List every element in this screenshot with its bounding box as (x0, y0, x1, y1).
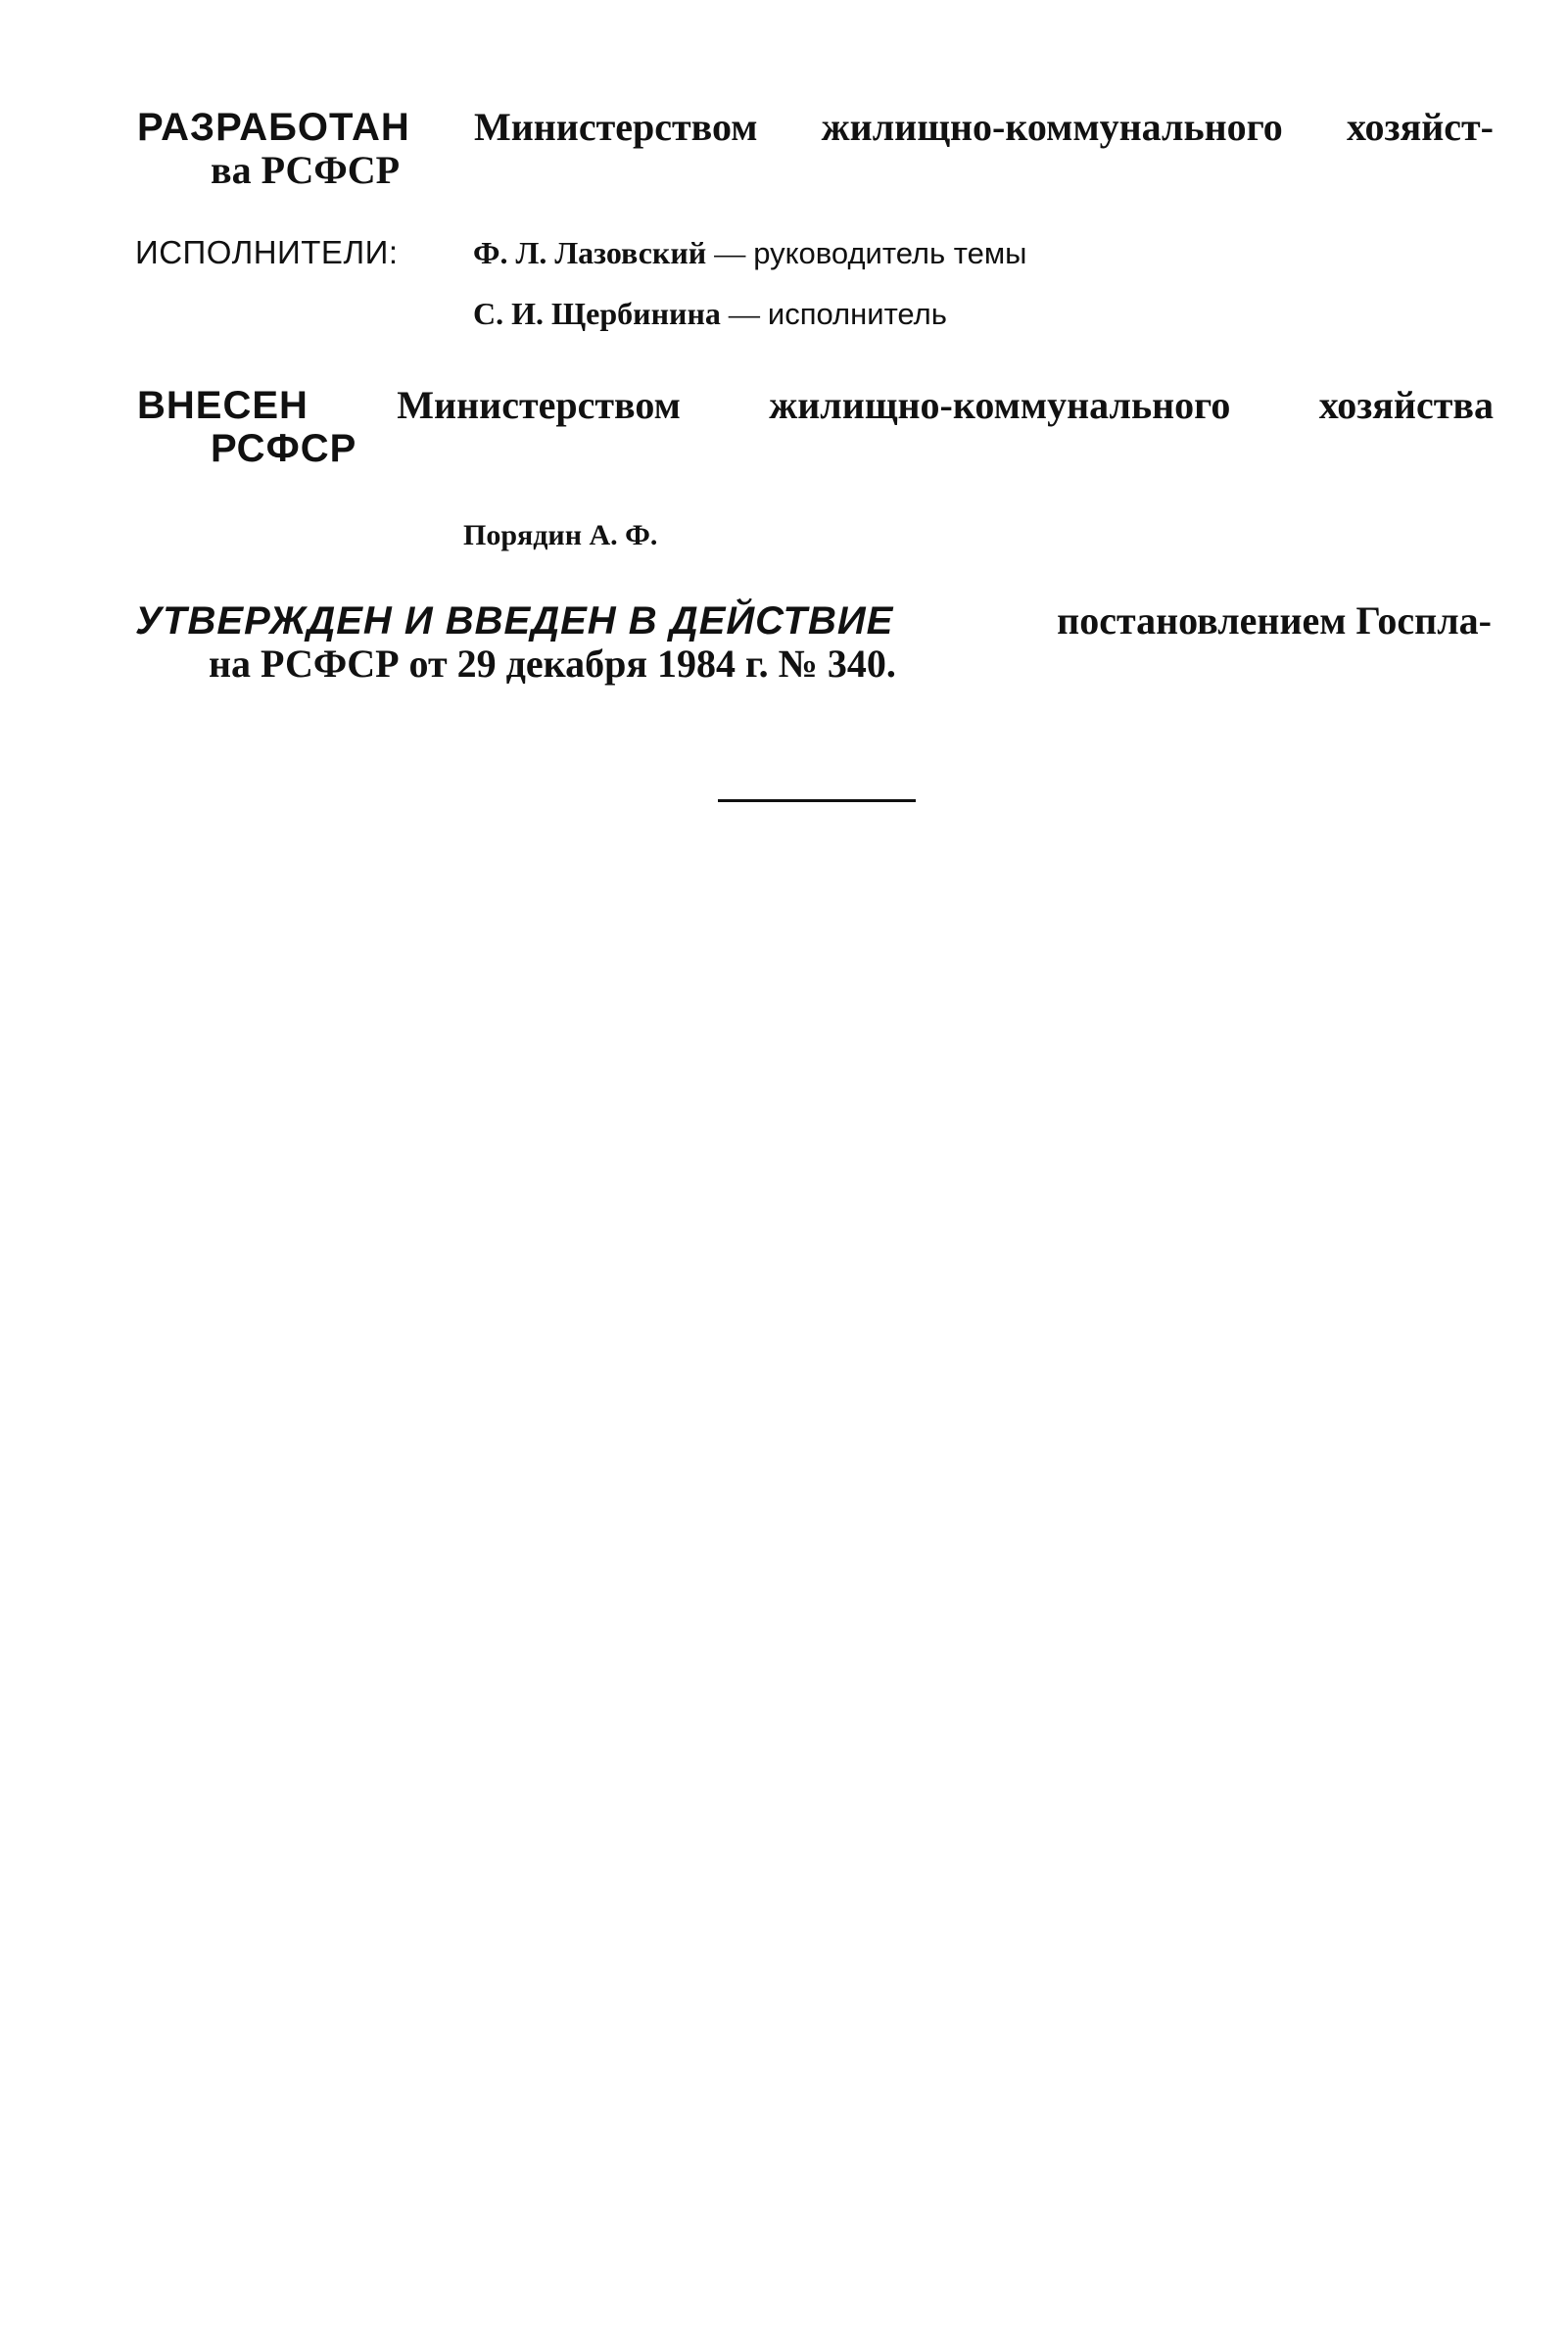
submitted-by-word: жилищно-коммунального (769, 383, 1231, 427)
developed-by-word: жилищно-коммунального (821, 105, 1283, 149)
executor-name: Ф. Л. Лазовский (473, 235, 707, 270)
executor-row (135, 292, 1492, 353)
developed-by-line-2: ва РСФСР (211, 148, 401, 192)
developed-by-word: Министерством (473, 105, 758, 149)
submitted-by-line-2: РСФСР (211, 427, 357, 470)
developed-by-line-1 (137, 106, 1494, 149)
submitted-by-word: Министерством (397, 383, 681, 427)
executor-entry (473, 292, 947, 336)
developed-by-word: хозяйст- (1347, 105, 1494, 149)
submitted-by-heading: ВНЕСЕН (137, 384, 309, 427)
approved-line-2: на РСФСР от 29 декабря 1984 г. № 340. (209, 642, 896, 686)
approved-section (135, 599, 1492, 686)
executor-name: С. И. Щербинина (473, 296, 721, 331)
executor-row (135, 231, 1492, 292)
submitted-by-word: хозяйства (1318, 383, 1494, 427)
executors-section (135, 231, 1492, 353)
submitted-by-section (137, 384, 1494, 470)
developed-by-section (137, 106, 1494, 192)
approved-heading: УТВЕРЖДЕН И ВВЕДЕН В ДЕЙСТВИЕ (135, 599, 894, 642)
signatory-name: Порядин А. Ф. (463, 519, 658, 551)
executor-role: исполнитель (767, 297, 947, 331)
approved-line-1-rest: постановлением Госпла- (1057, 598, 1492, 642)
executor-dash: — (728, 296, 760, 331)
divider-rule (718, 799, 916, 802)
developed-by-heading: РАЗРАБОТАН (137, 106, 410, 149)
approved-line-1 (135, 599, 1492, 642)
submitted-by-line-1 (137, 384, 1494, 427)
executors-label: ИСПОЛНИТЕЛИ: (135, 234, 399, 270)
executor-dash: — (714, 235, 746, 270)
executor-entry (473, 231, 1026, 275)
executor-role: руководитель темы (753, 236, 1027, 270)
